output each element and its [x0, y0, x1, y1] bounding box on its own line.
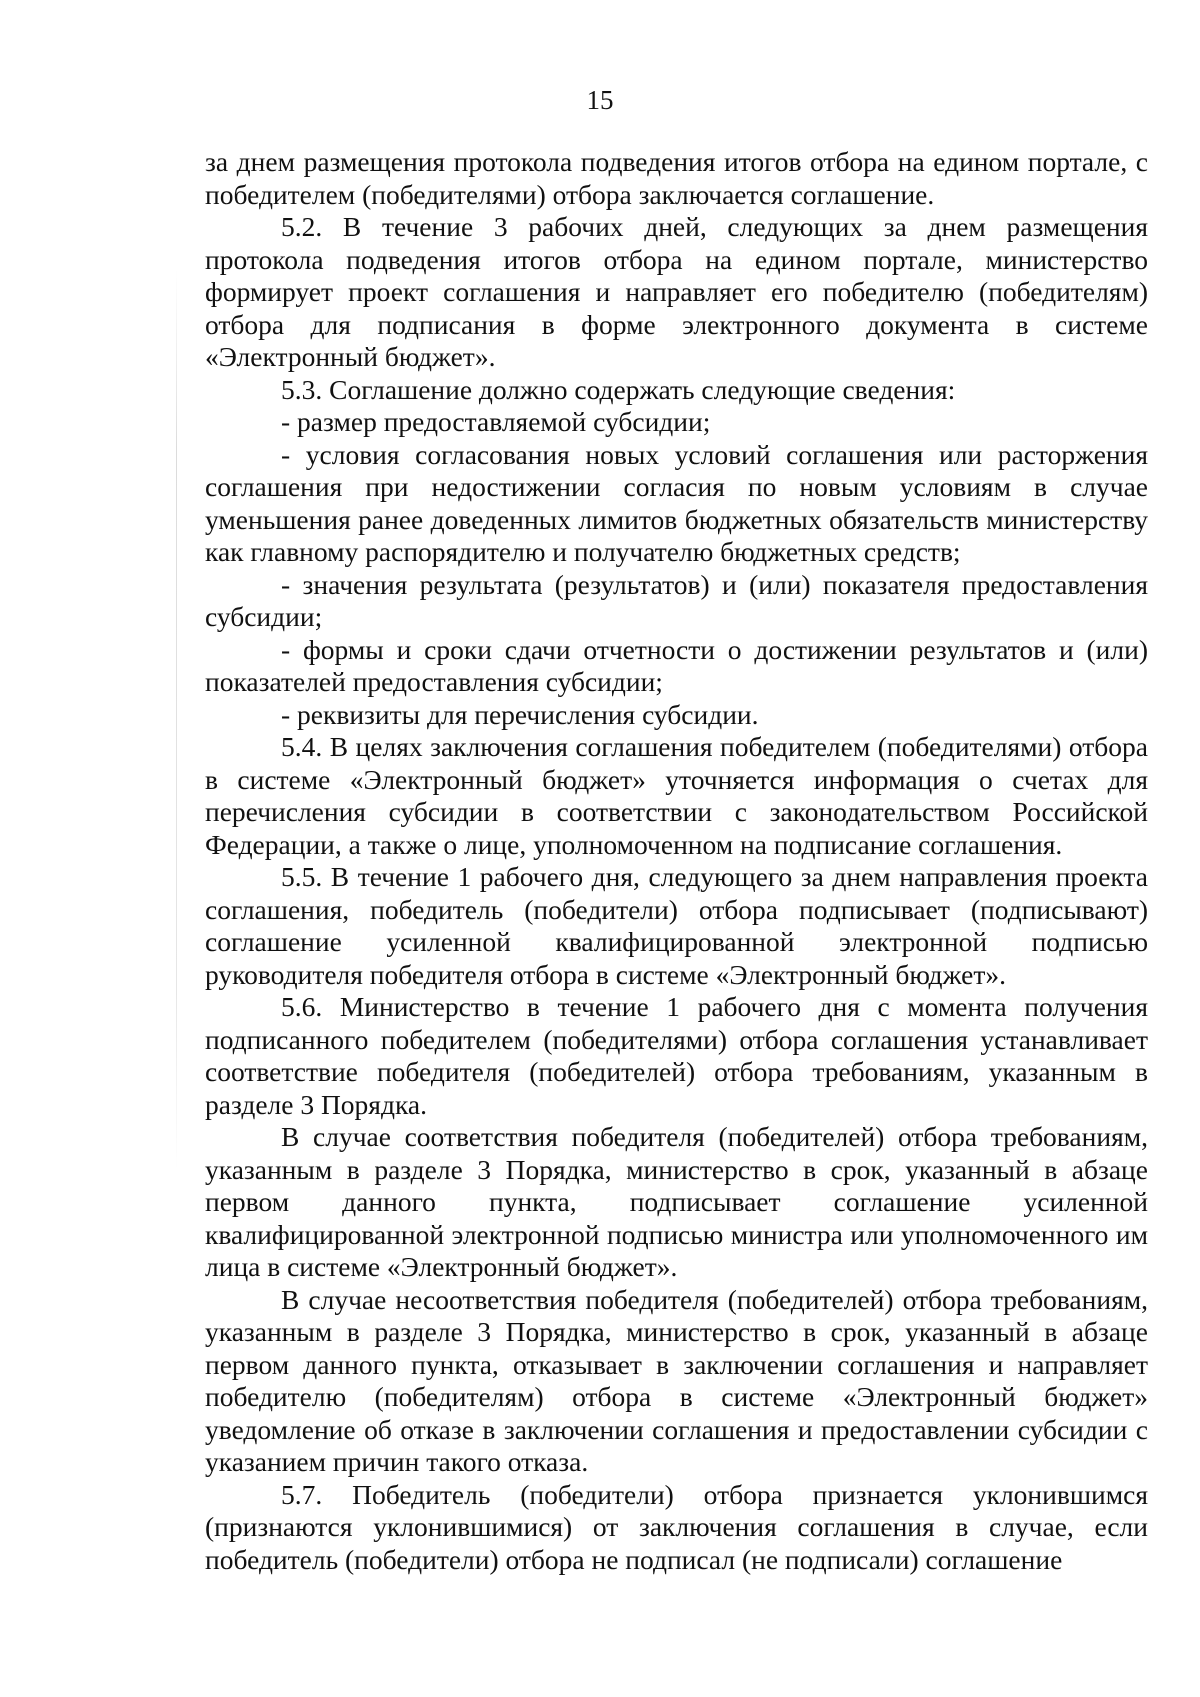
- paragraph-5-6: 5.6. Министерство в течение 1 рабочего дня с момента получения подписанного победителем (победителями) отбора соглашения устанавливает соответствие победителя (победителей) отбора требованиям, указанным в разделе 3 Порядка.: [205, 991, 1148, 1120]
- paragraph-5-4: 5.4. В целях заключения соглашения победителем (победителями) отбора в системе «Электронный бюджет» уточняется информация о счетах для перечисления субсидии в соответствии с законодательством Российской Федерации, а также о лице, уполномоченном на подписание соглашения.: [205, 731, 1148, 860]
- list-item-payment-details: - реквизиты для перечисления субсидии.: [281, 698, 759, 730]
- scan-margin-line: [176, 270, 177, 1170]
- paragraph-continuation: за днем размещения протокола подведения итогов отбора на едином портале, с победителем (победителями) отбора заключается соглашение.: [205, 146, 1148, 210]
- list-item-subsidy-size: - размер предоставляемой субсидии;: [281, 406, 711, 437]
- list-item-agreement-conditions: - условия согласования новых условий соглашения или расторжения соглашения при недостижении согласия по новым условиям в случае уменьшения ранее доведенных лимитов бюджетных обязательств министерству как главному распорядителю и получателю бюджетных средств;: [205, 438, 1148, 567]
- list-item-result-values: - значения результата (результатов) и (или) показателя предоставления субсидии;: [205, 568, 1148, 632]
- page-number: 15: [586, 85, 614, 115]
- document-body: [205, 146, 1148, 1576]
- list-item-reporting-forms: - формы и сроки сдачи отчетности о достижении результатов и (или) показателей предоставления субсидии;: [205, 633, 1148, 697]
- paragraph-5-5: 5.5. В течение 1 рабочего дня, следующего за днем направления проекта соглашения, победитель (победители) отбора подписывает (подписывают) соглашение усиленной квалифицированной электронной подписью руководителя победителя отбора в системе «Электронный бюджет».: [205, 861, 1148, 990]
- paragraph-5-2: 5.2. В течение 3 рабочих дней, следующих за днем размещения протокола подведения итогов отбора на едином портале, министерство формирует проект соглашения и направляет его победителю (победителям) отбора для подписания в форме электронного документа в системе «Электронный бюджет».: [205, 211, 1148, 372]
- paragraph-5-7: 5.7. Победитель (победители) отбора признается уклонившимся (признаются уклонившимися) от заключения соглашения в случае, если победитель (победители) отбора не подписал (не подписали) соглашение: [205, 1478, 1148, 1575]
- paragraph-5-3: 5.3. Соглашение должно содержать следующие сведения:: [281, 373, 956, 405]
- paragraph-noncompliance-case: В случае несоответствия победителя (победителей) отбора требованиям, указанным в разделе 3 Порядка, министерство в срок, указанный в абзаце первом данного пункта, отказывает в заключении соглашения и направляет победителю (победителям) отбора в системе «Электронный бюджет» уведомление об отказе в заключении соглашения и предоставлении субсидии с указанием причин такого отказа.: [205, 1283, 1148, 1477]
- paragraph-compliance-case: В случае соответствия победителя (победителей) отбора требованиям, указанным в разделе 3 Порядка, министерство в срок, указанный в абзаце первом данного пункта, подписывает соглашение усиленной квалифицированной электронной подписью министра или уполномоченного им лица в системе «Электронный бюджет».: [205, 1121, 1148, 1282]
